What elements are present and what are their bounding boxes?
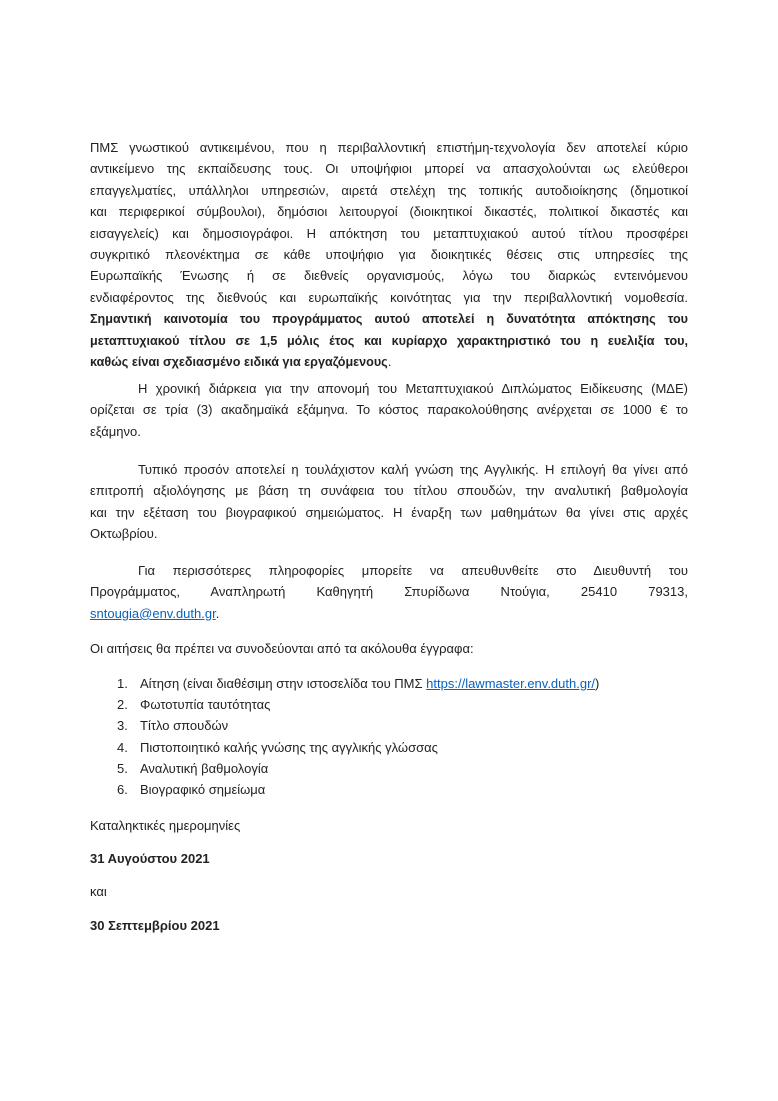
- deadline-date-2: 30 Σεπτεμβρίου 2021: [90, 918, 220, 933]
- text-line: [90, 287, 688, 308]
- deadline-and: και: [90, 884, 107, 899]
- text-line: [90, 459, 688, 480]
- text: ορίζεται σε τρία (3) ακαδημαϊκά εξάμηνα. Το κόστος παρακολούθησης ανέρχεται σε 1000 € το: [90, 402, 688, 418]
- paragraph: [90, 378, 688, 442]
- text: συγκριτικό πλεονέκτημα σε κάθε υποψήφιο για διοικητικές θέσεις στις υπηρεσίες της: [90, 246, 688, 262]
- list-text: Βιογραφικό σημείωμα: [140, 782, 266, 797]
- punctuation: ): [595, 676, 600, 691]
- text: επιτροπή αξιολόγησης με βάση τη συνάφεια του τίτλου σπουδών, την αναλυτική βαθμολογία: [90, 483, 688, 499]
- text: ενδιαφέροντος της διεθνούς και ευρωπαϊκής κοινότητας για την περιβαλλοντική νομοθεσία.: [90, 289, 688, 305]
- list-number: 3.: [117, 718, 128, 734]
- text: Προγράμματος, Αναπληρωτή Καθηγητή Σπυρίδωνα Ντούγια, 25410 79313,: [90, 584, 688, 600]
- website-link[interactable]: https://lawmaster.env.duth.gr/: [426, 676, 596, 691]
- text-line: [90, 244, 688, 265]
- text-line: [90, 603, 688, 624]
- text-line: [90, 265, 688, 286]
- list-number: 4.: [117, 739, 128, 755]
- list-item: [117, 779, 265, 800]
- text-line: [90, 399, 688, 420]
- text: Οκτωβρίου.: [90, 526, 158, 542]
- bold-text: Σημαντική καινοτομία του προγράμματος αυτού αποτελεί η δυνατότητα απόκτησης του: [90, 312, 688, 327]
- deadlines-label: Καταληκτικές ημερομηνίες: [90, 818, 241, 833]
- list-number: 5.: [117, 760, 128, 776]
- text: Για περισσότερες πληροφορίες μπορείτε να απευθυνθείτε στο Διευθυντή του: [138, 563, 688, 578]
- list-text: Πιστοποιητικό καλής γνώσης της αγγλικής γλώσσας: [140, 739, 438, 755]
- documents-intro: Οι αιτήσεις θα πρέπει να συνοδεύονται από τα ακόλουθα έγγραφα:: [90, 641, 474, 656]
- paragraph: [90, 137, 688, 372]
- text: εισαγγελείς) και δημοσιογράφοι. Η απόκτηση του μεταπτυχιακού αυτού τίτλου προσφέρει: [90, 225, 688, 241]
- list-number: 2.: [117, 697, 128, 713]
- text: Η χρονική διάρκεια για την απονομή του Μεταπτυχιακού Διπλώματος Ειδίκευσης (ΜΔΕ): [138, 381, 688, 396]
- text-line: [90, 502, 688, 523]
- text: ΠΜΣ γνωστικού αντικειμένου, που η περιβαλλοντική επιστήμη-τεχνολογία δεν αποτελεί κύριο: [90, 140, 688, 155]
- list-text: Τίτλο σπουδών: [140, 718, 229, 734]
- list-text: Αναλυτική βαθμολογία: [140, 760, 269, 776]
- list-number: 6.: [117, 782, 128, 797]
- list-item: [117, 715, 228, 736]
- list-text: Αίτηση (είναι διαθέσιμη στην ιστοσελίδα του ΠΜΣ: [140, 676, 427, 691]
- text-line: [90, 180, 688, 201]
- paragraph: [90, 560, 688, 624]
- list-item: [117, 673, 599, 694]
- email-link[interactable]: sntougia@env.duth.gr: [90, 605, 216, 621]
- text: επαγγελματίες, υπάλληλοι υπηρεσιών, αιρετά στελέχη της τοπικής αυτοδιοίκησης (δημοτικοί: [90, 182, 688, 198]
- text: αντικείμενο της εκπαίδευσης τους. Οι υποψήφιοι μπορεί να απασχολούνται ως ελεύθεροι: [90, 161, 688, 177]
- text: και την εξέταση του βιογραφικού σημειώματος. Η έναρξη των μαθημάτων θα γίνει στις αρχές: [90, 504, 688, 520]
- text-line: [90, 201, 688, 222]
- text: Ευρωπαϊκής Ένωσης ή σε διεθνείς οργανισμούς, λόγω του διαρκώς εντεινόμενου: [90, 268, 688, 284]
- text-line: [90, 523, 688, 544]
- punctuation: .: [215, 605, 220, 621]
- text-line: [90, 137, 688, 158]
- bold-text: μεταπτυχιακού τίτλου σε 1,5 μόλις έτος και κυρίαρχο χαρακτηριστικό του η ευελιξία του,: [90, 333, 688, 348]
- list-text: Φωτοτυπία ταυτότητας: [140, 697, 271, 713]
- text-line: [90, 223, 688, 244]
- text-line: [90, 421, 688, 442]
- list-item: [117, 758, 268, 779]
- bold-text: καθώς είναι σχεδιασμένο ειδικά για εργαζόμενους: [90, 354, 388, 369]
- paragraph: [90, 459, 688, 545]
- list-number: 1.: [117, 676, 128, 691]
- text-line: [90, 378, 688, 399]
- text: Τυπικό προσόν αποτελεί η τουλάχιστον καλή γνώση της Αγγλικής. Η επιλογή θα γίνει από: [138, 462, 688, 477]
- text: και περιφερικοί σύμβουλοι), δημόσιοι λειτουργοί (διοικητικοί δικαστές, πολιτικοί δικαστές και: [90, 204, 688, 220]
- text-line: [90, 480, 688, 501]
- text: εξάμηνο.: [90, 423, 141, 439]
- list-item: [117, 694, 270, 715]
- punctuation: .: [387, 353, 392, 369]
- text-line: [90, 330, 688, 351]
- list-item: [117, 737, 438, 758]
- text-line: [90, 158, 688, 179]
- text-line: [90, 351, 688, 372]
- text-line: [90, 560, 688, 581]
- deadline-date-1: 31 Αυγούστου 2021: [90, 851, 210, 866]
- text-line: [90, 308, 688, 329]
- text-line: [90, 581, 688, 602]
